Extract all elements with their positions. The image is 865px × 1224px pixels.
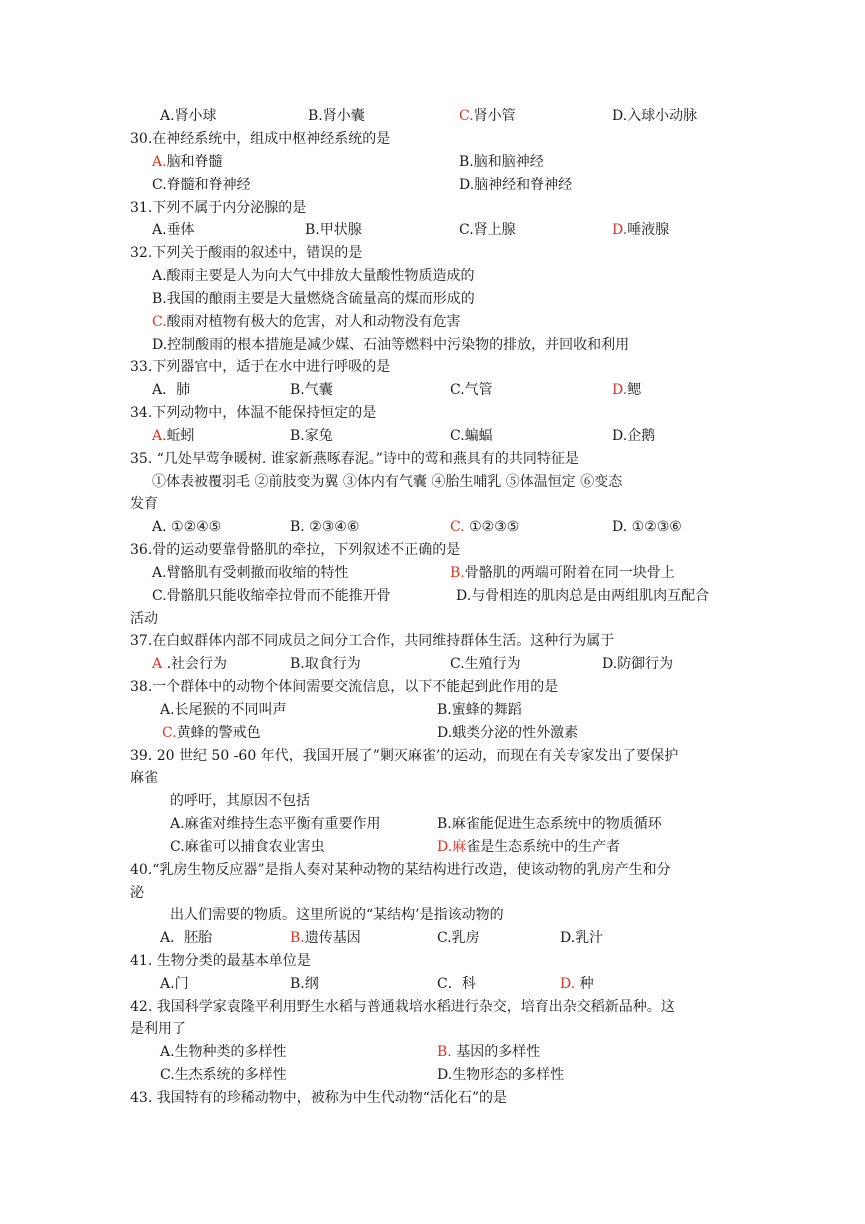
option-text: 胚胎 xyxy=(184,930,213,946)
option-letter: B. xyxy=(290,382,305,398)
option-letter: C. xyxy=(450,428,465,444)
option-letter: B. xyxy=(305,222,320,238)
answer-option xyxy=(612,426,655,446)
answer-option xyxy=(459,152,544,172)
option-letter: D. xyxy=(602,656,618,672)
option-letter: C. xyxy=(152,177,167,193)
option-text: 肺 xyxy=(176,382,191,398)
answer-option xyxy=(602,654,673,674)
option-text: 乳房 xyxy=(451,930,480,946)
option-letter: D. xyxy=(612,222,628,238)
option-letter: A. xyxy=(160,976,175,992)
option-letter: B. xyxy=(437,1044,452,1060)
option-letter: A. xyxy=(152,154,167,170)
option-letter: D. xyxy=(612,108,628,124)
text-line: ①体表被覆羽毛 ②前肢变为翼 ③体内有气囊 ④胎生哺乳 ⑤体温恒定 ⑥变态 xyxy=(152,474,623,490)
answer-option-correct xyxy=(437,837,620,857)
text-line: 是利用了 xyxy=(130,1021,186,1037)
option-text: 肾上腺 xyxy=(473,222,516,238)
option-text: 肾小管 xyxy=(473,108,516,124)
answer-option xyxy=(560,928,603,948)
answer-option-correct xyxy=(459,106,516,126)
option-letter: A. xyxy=(152,565,167,581)
option-text: ①②④⑤ xyxy=(166,519,222,535)
option-text: 脑和脊髓 xyxy=(166,154,223,170)
option-text: 臂骼肌有受刺撤而收缩的特性 xyxy=(166,565,349,581)
option-text: 蚯蚓 xyxy=(166,428,195,444)
answer-option xyxy=(152,380,190,400)
answer-option xyxy=(290,654,361,674)
option-letter: B. xyxy=(290,519,305,535)
answer-option xyxy=(290,380,333,400)
option-letter: D. xyxy=(459,177,475,193)
option-text: ①②③⑥ xyxy=(627,519,682,535)
answer-option xyxy=(450,426,493,446)
answer-option xyxy=(290,517,359,537)
option-text: 基因的多样性 xyxy=(451,1044,541,1060)
option-text: 气囊 xyxy=(304,382,333,398)
option-letter: A. xyxy=(152,222,167,238)
text-line: 30.在神经系统中，组成中枢神经系统的是 xyxy=(130,131,391,147)
text-line: 36.骨的运动要靠骨骼肌的牵拉，下列叙述不正确的是 xyxy=(130,542,461,558)
answer-option-correct xyxy=(612,380,641,400)
answer-option xyxy=(437,974,476,994)
option-text: 遗传基因 xyxy=(304,930,361,946)
answer-option xyxy=(456,586,709,606)
option-letter: A. xyxy=(160,702,175,718)
option-letter: A． xyxy=(160,930,185,946)
option-text: 脑和脑神经 xyxy=(473,154,544,170)
option-letter: C. xyxy=(170,839,185,855)
option-text: 骨骼肌的两端可附着在同一块骨上 xyxy=(464,565,675,581)
option-text: 鳃 xyxy=(627,382,642,398)
option-letter: D. xyxy=(560,976,576,992)
option-text: 防御行为 xyxy=(617,656,674,672)
option-text: ②③④⑥ xyxy=(304,519,360,535)
text-line: 发育 xyxy=(130,496,158,512)
text-line: 37.在白蚁群体内部不同成员之间分工合作，共同维持群体生活。这种行为属于 xyxy=(130,633,615,649)
text-line: 35. “几处早莺争暖树. 谁家新燕啄春泥。”诗中的莺和燕具有的共同特征是 xyxy=(130,451,579,467)
answer-option xyxy=(437,814,662,834)
answer-option-correct xyxy=(612,220,669,240)
option-letter: B. xyxy=(437,816,452,832)
option-letter: B. xyxy=(459,154,474,170)
option-text: 入球小动脉 xyxy=(627,108,698,124)
option-letter: C. xyxy=(152,588,167,604)
answer-option xyxy=(160,106,217,126)
option-text: ①②③⑤ xyxy=(464,519,520,535)
answer-option xyxy=(437,700,522,720)
answer-option-correct xyxy=(152,312,461,332)
option-text: 黄蜂的警戒色 xyxy=(176,725,261,741)
option-text: 唾液腺 xyxy=(627,222,670,238)
option-letter: C. xyxy=(450,656,465,672)
text-line: 活动 xyxy=(130,611,158,627)
answer-option xyxy=(152,220,195,240)
option-letter: B. xyxy=(450,565,465,581)
answer-option xyxy=(308,106,365,126)
text-line: 43. 我国特有的珍稀动物中，被称为中生代动物“活化石”的是 xyxy=(130,1090,508,1106)
option-letter: C． xyxy=(437,976,462,992)
text-line: 40.“乳房生物反应器”是指人奏对某种动物的某结构进行改造，使该动物的乳房产生和分 xyxy=(130,862,671,878)
answer-option xyxy=(450,654,521,674)
option-letter: C. xyxy=(459,108,474,124)
option-text: 麻雀能促进生态系统中的物质循环 xyxy=(451,816,662,832)
option-letter: B. xyxy=(290,428,305,444)
answer-option xyxy=(437,928,480,948)
option-text: 企鹅 xyxy=(627,428,656,444)
text-line: 41. 生物分类的最基本单位是 xyxy=(130,953,311,969)
answer-option-correct xyxy=(152,426,195,446)
option-text: 生物形态的多样性 xyxy=(452,1067,565,1083)
answer-option xyxy=(305,220,362,240)
option-letter: D. xyxy=(612,428,628,444)
option-letter: B. xyxy=(290,976,305,992)
option-text: 蛾类分泌的性外激素 xyxy=(452,725,579,741)
option-letter: B. xyxy=(437,702,452,718)
option-letter: C. xyxy=(160,1067,175,1083)
option-text: 长尾猴的不同叫声 xyxy=(174,702,287,718)
text-line: 泌 xyxy=(130,885,144,901)
option-letter: A. xyxy=(152,428,167,444)
option-letter: A. xyxy=(170,816,185,832)
answer-option-correct xyxy=(290,928,361,948)
option-letter: D. xyxy=(437,1067,453,1083)
option-letter: D. xyxy=(612,519,628,535)
option-letter: B. xyxy=(308,108,323,124)
answer-option xyxy=(459,220,516,240)
option-text: 蜜蜂的舞蹈 xyxy=(451,702,522,718)
option-letter: C. xyxy=(152,314,167,330)
option-text: 气管 xyxy=(464,382,493,398)
text-line: 的呼吁，其原因不包括 xyxy=(170,793,310,809)
option-letter: C. xyxy=(450,519,465,535)
answer-option xyxy=(459,175,572,195)
option-text: 垂体 xyxy=(166,222,195,238)
option-text: 甲状腺 xyxy=(319,222,362,238)
option-letter: C. xyxy=(450,382,465,398)
option-text: 雀是生态系统中的生产者 xyxy=(466,839,621,855)
option-letter: D. xyxy=(456,588,472,604)
option-text: 肾小球 xyxy=(174,108,217,124)
option-letter: C. xyxy=(162,725,177,741)
answer-option xyxy=(450,380,493,400)
option-text: 生物种类的多样性 xyxy=(174,1044,287,1060)
answer-option xyxy=(612,106,697,126)
text-line: 39. 20 世纪 50 -60 年代，我国开展了”剿灭麻雀’的运动，而现在有关专家发出了要保护 xyxy=(130,748,679,764)
answer-option-correct xyxy=(450,517,519,537)
option-letter: C. xyxy=(459,222,474,238)
answer-option xyxy=(160,1065,287,1085)
answer-option-correct xyxy=(450,563,675,583)
option-letter: D.麻 xyxy=(437,839,467,855)
option-text: 麻雀对维持生态平衡有重要作用 xyxy=(184,816,381,832)
option-letter: A. xyxy=(152,519,167,535)
option-text: 纲 xyxy=(304,976,319,992)
option-letter: B. xyxy=(290,656,305,672)
option-text: 种 xyxy=(575,976,594,992)
answer-option xyxy=(160,928,212,948)
option-text: 脑神经和脊神经 xyxy=(474,177,573,193)
option-text: 麻雀可以捕食农业害虫 xyxy=(184,839,325,855)
option-text: 酸雨对植物有极大的危害，对人和动物没有危害 xyxy=(166,314,461,330)
option-text: 肾小囊 xyxy=(322,108,365,124)
answer-option xyxy=(170,814,381,834)
answer-option-correct xyxy=(162,723,261,743)
answer-option xyxy=(437,1065,564,1085)
option-letter: A. xyxy=(160,108,175,124)
answer-option xyxy=(152,563,349,583)
text-line: 出人们需要的物质。这里所说的“某结构’是指该动物的 xyxy=(170,907,504,923)
answer-option xyxy=(152,586,391,606)
option-text: 家兔 xyxy=(304,428,333,444)
option-letter: A xyxy=(152,656,163,672)
answer-option xyxy=(170,837,325,857)
text-line: 32.下列关于酸雨的叙述中，错误的是 xyxy=(130,245,363,261)
option-text: .社会行为 xyxy=(162,656,228,672)
answer-option-correct xyxy=(152,654,227,674)
option-text: 与骨相连的肌肉总是由两组肌肉互配合 xyxy=(471,588,710,604)
text-line: B.我国的酿雨主要是大量燃烧含硫量高的煤而形成的 xyxy=(152,291,475,307)
answer-option xyxy=(437,723,578,743)
answer-option xyxy=(160,1042,287,1062)
option-text: 乳汁 xyxy=(575,930,604,946)
answer-option xyxy=(160,700,287,720)
option-letter: A． xyxy=(152,382,177,398)
option-text: 骨骼肌只能收缩牵拉骨而不能推开骨 xyxy=(166,588,391,604)
text-line: 麻雀 xyxy=(130,770,158,786)
answer-option-correct xyxy=(437,1042,540,1062)
text-line: D.控制酸雨的根本措施是减少媒、石油等燃料中污染物的排放，并回收和利用 xyxy=(152,337,630,353)
option-letter: D. xyxy=(560,930,576,946)
answer-option-correct xyxy=(152,152,223,172)
option-letter: D. xyxy=(612,382,628,398)
option-text: 取食行为 xyxy=(304,656,361,672)
answer-option xyxy=(612,517,682,537)
text-line: 38.一个群体中的动物个体间需要交流信息，以下不能起到此作用的是 xyxy=(130,679,559,695)
answer-option xyxy=(152,517,221,537)
text-line: 31.下列不属于内分泌腺的是 xyxy=(130,200,307,216)
option-text: 科 xyxy=(461,976,476,992)
answer-option xyxy=(160,974,189,994)
option-text: 生杰系统的多样性 xyxy=(174,1067,287,1083)
answer-option xyxy=(290,974,319,994)
option-letter: B. xyxy=(290,930,305,946)
option-letter: D. xyxy=(437,725,453,741)
answer-option xyxy=(290,426,333,446)
option-text: 门 xyxy=(174,976,189,992)
text-line: 33.下列器官中，适于在水中进行呼吸的是 xyxy=(130,359,391,375)
option-text: 蝙蝠 xyxy=(464,428,493,444)
option-text: 生殖行为 xyxy=(464,656,521,672)
text-line: 34.下列动物中，体温不能保持恒定的是 xyxy=(130,405,377,421)
text-line: A.酸雨主要是人为向大气中排放大量酸性物质造成的 xyxy=(152,268,475,284)
answer-option-correct xyxy=(560,974,594,994)
option-text: 脊髓和脊神经 xyxy=(166,177,251,193)
text-line: 42. 我国科学家袁隆平利用野生水稻与普通栽培水稻进行杂交，培育出杂交稻新品种。这 xyxy=(130,999,675,1015)
answer-option xyxy=(152,175,251,195)
option-letter: A. xyxy=(160,1044,175,1060)
option-letter: C. xyxy=(437,930,452,946)
